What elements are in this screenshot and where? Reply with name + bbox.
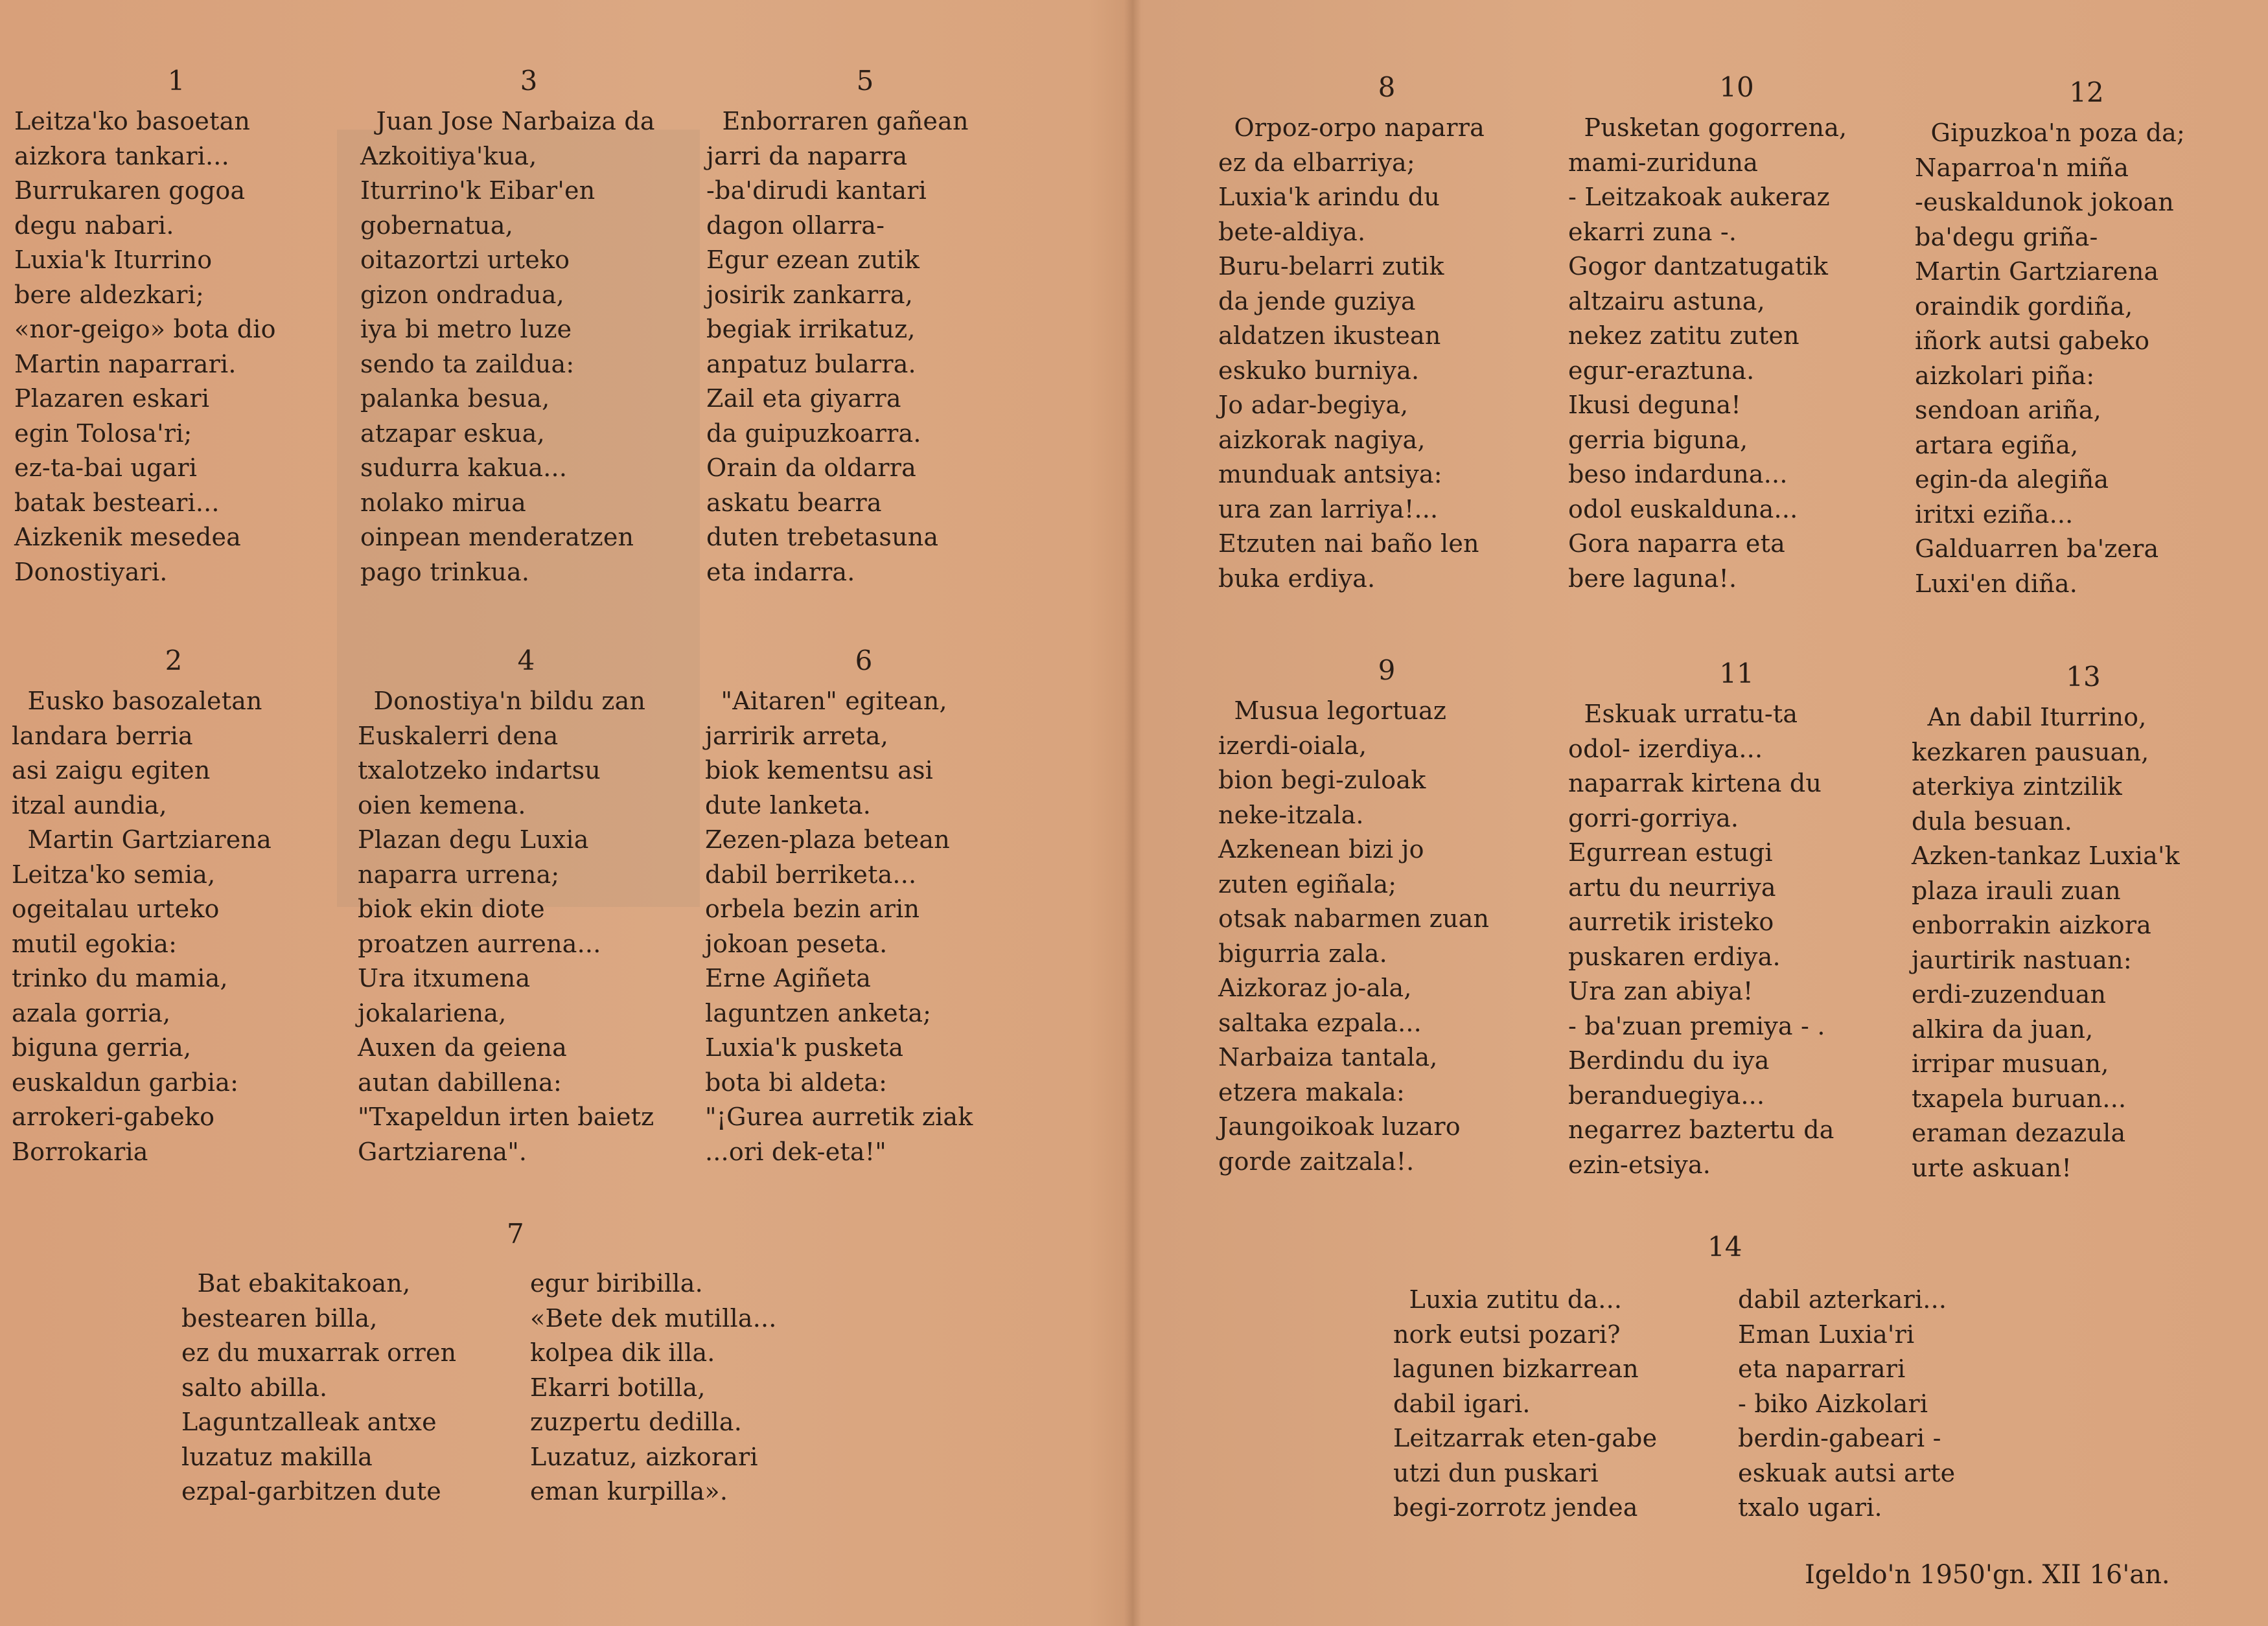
stanza-text: Eusko basozaletan landara berria asi zaigu egiten itzal aundia, Martin Gartziarena Leitza'ko semia, ogeitalau urteko mutil egokia: trinko du mamia, azala gorria, biguna gerria, euskaldun garbia: arrokeri-gabeko Borrokaria bbox=[12, 687, 272, 1166]
stanza-text: An dabil Iturrino, kezkaren pausuan, aterkiya zintzilik dula besuan. Azken-tankaz Luxia'k plaza irauli zuan enborrakin aizkora jaurtirik nastuan: erdi-zuzenduan alkira da juan, irripar musuan, txapela buruan... eraman dezazula urte askuan! bbox=[1912, 703, 2180, 1182]
stanza-1 bbox=[14, 65, 338, 590]
stanza-7-right bbox=[530, 1266, 867, 1509]
stanza-11 bbox=[1568, 658, 1905, 1182]
stanza-2 bbox=[12, 645, 336, 1169]
stanza-number: 4 bbox=[517, 645, 535, 676]
stanza-6 bbox=[705, 645, 1023, 1169]
stanza-number: 12 bbox=[2069, 76, 2104, 108]
stanza-3 bbox=[360, 65, 697, 590]
stanza-text: Leitza'ko basoetan aizkora tankari... Burrukaren gogoa degu nabari. Luxia'k Iturrino bere aldezkari; «nor-geigo» bota dio Martin naparrari. Plazaren eskari egin Tolosa'ri; ez-ta-bai ugari batak besteari... Aizkenik mesedea Donostiyari. bbox=[14, 107, 276, 586]
stanza-number: 13 bbox=[2066, 661, 2101, 693]
stanza-7-left bbox=[181, 1266, 518, 1509]
stanza-number: 1 bbox=[167, 65, 185, 97]
stanza-text: Juan Jose Narbaiza da Azkoitiya'kua, Iturrino'k Eibar'en gobernatua, oitazortzi urteko gizon ondradua, iya bi metro luze sendo ta zaildua: palanka besua, atzapar eskua, sudurra kakua... nolako mirua oinpean menderatzen pago trinkua. bbox=[360, 107, 655, 586]
stanza-text: Bat ebakitakoan, bestearen billa, ez du muxarrak orren salto abilla. Laguntzalleak antxe luzatuz makilla ezpal-garbitzen dute bbox=[181, 1269, 457, 1506]
stanza-text: Gipuzkoa'n poza da; Naparroa'n miña -euskaldunok jokoan ba'degu griña- Martin Gartziarena oraindik gordiña, iñork autsi gabeko aizkolari piña: sendoan ariña, artara egiña, egin-da alegiña iritxi eziña... Galduarren ba'zera Luxi'en diña. bbox=[1915, 119, 2185, 598]
stanza-number: 3 bbox=[520, 65, 538, 97]
stanza-4 bbox=[358, 645, 695, 1169]
stanza-text: egur biribilla. «Bete dek mutilla... kolpea dik illa. Ekarri botilla, zuzpertu dedilla. Luzatuz, aizkorari eman kurpilla». bbox=[530, 1269, 777, 1506]
stanza-number: 2 bbox=[165, 645, 183, 676]
stanza-14-right bbox=[1738, 1283, 2075, 1526]
stanza-text: Eskuak urratu-ta odol- izerdiya... naparrak kirtena du gorri-gorriya. Egurrean estugi artu du neurriya aurretik iristeko puskaren erdiya. Ura zan abiya! - ba'zuan premiya - . Berdindu du iya beranduegiya... negarrez baztertu da ezin-etsiya. bbox=[1568, 700, 1834, 1179]
stanza-number: 11 bbox=[1719, 658, 1754, 689]
stanza-14-number: 14 bbox=[1707, 1231, 1742, 1263]
stanza-text: Musua legortuaz izerdi-oiala, bion begi-zuloak neke-itzala. Azkenean bizi jo zuten egiñala; otsak nabarmen zuan bigurria zala. Aizkoraz jo-ala, saltaka ezpala... Narbaiza tantala, etzera makala: Jaungoikoak luzaro gorde zaitzala!. bbox=[1218, 696, 1490, 1176]
place-date-footer: Igeldo'n 1950'gn. XII 16'an. bbox=[1805, 1560, 2170, 1590]
stanza-text: "Aitaren" egitean, jarririk arreta, biok kementsu asi dute lanketa. Zezen-plaza betean dabil berriketa... orbela bezin arin jokoan peseta. Erne Agiñeta laguntzen anketa; Luxia'k pusketa bota bi aldeta: "¡Gurea aurretik ziak ...ori dek-eta!" bbox=[705, 687, 973, 1166]
stanza-13 bbox=[1912, 661, 2255, 1185]
stanza-12 bbox=[1915, 76, 2258, 601]
stanza-text: Donostiya'n bildu zan Euskalerri dena txalotzeko indartsu oien kemena. Plazan degu Luxia naparra urrena; biok ekin diote proatzen aurrena... Ura itxumena jokalariena, Auxen da geiena autan dabillena: "Txapeldun irten baietz Gartziarena". bbox=[358, 687, 654, 1166]
stanza-text: dabil azterkari... Eman Luxia'ri eta naparrari - biko Aizkolari berdin-gabeari - eskuak autsi arte txalo ugari. bbox=[1738, 1285, 1956, 1522]
stanza-number: 10 bbox=[1719, 71, 1754, 103]
stanza-number: 5 bbox=[856, 65, 874, 97]
stanza-number: 9 bbox=[1378, 654, 1396, 686]
stanza-text: Enborraren gañean jarri da naparra -ba'dirudi kantari dagon ollarra- Egur ezean zutik josirik zankarra, begiak irrikatuz, anpatuz bularra. Zail eta giyarra da guipuzkoarra. Orain da oldarra askatu bearra duten trebetasuna eta indarra. bbox=[706, 107, 969, 586]
center-fold bbox=[1124, 0, 1141, 1626]
stanza-7-number: 7 bbox=[507, 1218, 524, 1250]
stanza-text: Orpoz-orpo naparra ez da elbarriya; Luxia'k arindu du bete-aldiya. Buru-belarri zutik da jende guziya aldatzen ikustean eskuko burniya. Jo adar-begiya, aizkorak nagiya, munduak antsiya: ura zan larriya!... Etzuten nai baño len buka erdiya. bbox=[1218, 113, 1485, 593]
stanza-5 bbox=[706, 65, 1024, 590]
stanza-number: 8 bbox=[1378, 71, 1396, 103]
stanza-text: Luxia zutitu da... nork eutsi pozari? lagunen bizkarrean dabil igari. Leitzarrak eten-gabe utzi dun puskari begi-zorrotz jendea bbox=[1393, 1285, 1658, 1522]
stanza-10 bbox=[1568, 71, 1905, 596]
stanza-8 bbox=[1218, 71, 1555, 596]
stanza-14-left bbox=[1393, 1283, 1730, 1526]
stanza-number: 6 bbox=[855, 645, 873, 676]
stanza-text: Pusketan gogorrena, mami-zuriduna - Leitzakoak aukeraz ekarri zuna -. Gogor dantzatugatik altzairu astuna, nekez zatitu zuten egur-eraztuna. Ikusi deguna! gerria biguna, beso indarduna... odol euskalduna... Gora naparra eta bere laguna!. bbox=[1568, 113, 1847, 593]
stanza-9 bbox=[1218, 654, 1555, 1179]
